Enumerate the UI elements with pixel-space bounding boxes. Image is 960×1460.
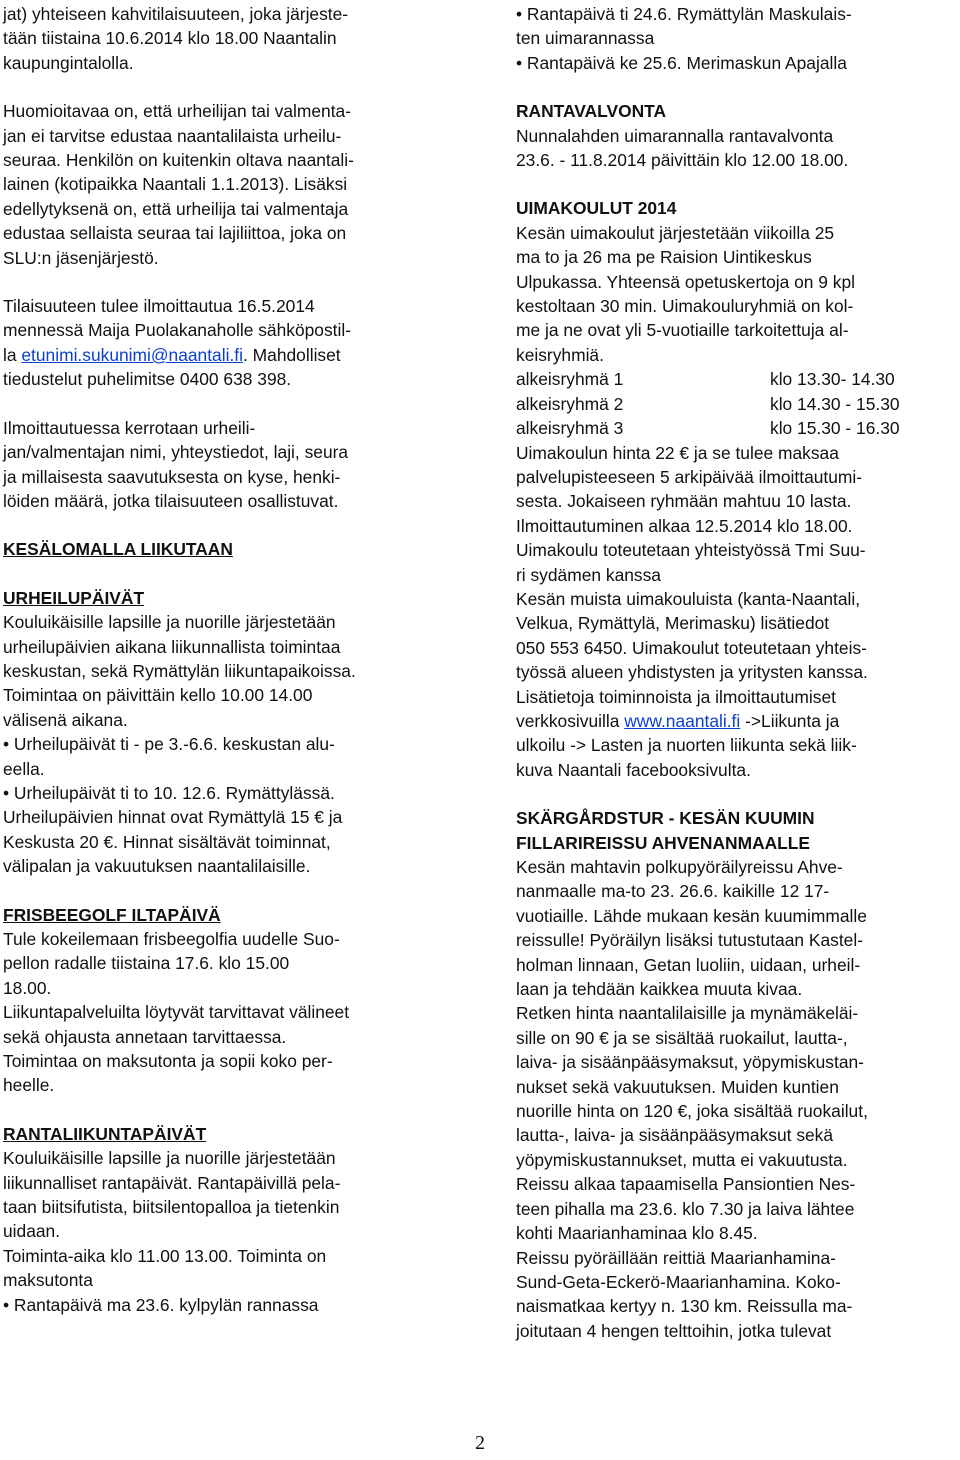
- group-time: klo 15.30 - 16.30: [770, 418, 900, 439]
- text-line: Kouluikäisille lapsille ja nuorille järjestetään: [3, 1148, 336, 1169]
- left-column: [3, 2, 453, 1317]
- text-line: Sund-Geta-Eckerö-Maarianhamina. Koko-: [516, 1271, 841, 1292]
- group-name: alkeisryhmä 1: [516, 369, 624, 390]
- summer-section-heading: [3, 537, 453, 561]
- text-line: maksutonta: [3, 1270, 93, 1291]
- text-line: Uimakoulu toteutetaan yhteistyössä Tmi Suu-: [516, 540, 866, 561]
- text-line: laan ja tehdään kaikkea muuta kivaa.: [516, 979, 803, 1000]
- text-line: teen pihalla ma 23.6. klo 7.30 ja laiva lähtee: [516, 1198, 855, 1219]
- text-fragment: . Mahdolliset: [243, 344, 341, 365]
- text-line: Reissu alkaa tapaamisella Pansiontien Nes-: [516, 1174, 856, 1195]
- text-line: yöpymiskustannukset, mutta ei vakuutusta.: [516, 1149, 848, 1170]
- group-name: alkeisryhmä 2: [516, 393, 624, 414]
- text-line: Toiminta-aika klo 11.00 13.00. Toiminta on: [3, 1245, 327, 1266]
- text-line: Huomioitavaa on, että urheilijan tai valmenta-: [3, 101, 351, 122]
- text-line: ja millaisesta saavutuksesta on kyse, henki-: [3, 466, 341, 487]
- sports-days-section: [3, 586, 453, 879]
- text-line: jat) yhteiseen kahvitilaisuuteen, joka järjeste-: [3, 4, 349, 24]
- text-line: palvelupisteeseen 5 arkipäivää ilmoittautumi-: [516, 466, 863, 487]
- text-line: nukset sekä vakuutuksen. Muiden kuntien: [516, 1076, 839, 1097]
- section-heading: SKÄRGÅRDSTUR - KESÄN KUUMIN: [516, 808, 815, 829]
- text-line: lautta-, laiva- ja sisäänpääsymaksut sekä: [516, 1125, 834, 1146]
- text-line: edellytyksenä on, että urheilija tai valmentaja: [3, 198, 349, 219]
- text-line: Kesän mahtavin polkupyöräilyreissu Ahve-: [516, 857, 843, 877]
- text-line: uidaan.: [3, 1221, 61, 1242]
- text-line: sille on 90 € ja se sisältää ruokailut, lautta-,: [516, 1027, 848, 1048]
- signup-paragraph: [3, 294, 453, 392]
- text-line: nuorille hinta on 120 €, joka sisältää ruokailut,: [516, 1101, 868, 1122]
- text-line: Nunnalahden uimarannalla rantavalvonta: [516, 125, 834, 146]
- text-line: 050 553 6450. Uimakoulut toteutetaan yhteis-: [516, 637, 867, 658]
- text-line: Uimakoulun hinta 22 € ja se tulee maksaa: [516, 442, 839, 463]
- website-link[interactable]: www.naantali.fi: [624, 710, 741, 731]
- text-line: kuva Naantali facebooksivulta.: [516, 759, 751, 780]
- bullet-line: • Rantapäivä ke 25.6. Merimaskun Apajalla: [516, 52, 847, 73]
- text-line: Lisätietoja toiminnoista ja ilmoittautumiset: [516, 686, 836, 707]
- text-line: seuraa. Henkilön on kuitenkin oltava naantali-: [3, 150, 354, 171]
- text-line: edustaa sellaista seuraa tai lajiliittoa, joka on: [3, 223, 347, 244]
- text-line: Tule kokeilemaan frisbeegolfia uudelle Suo-: [3, 929, 340, 949]
- swim-groups-table: [516, 367, 956, 440]
- text-line: työssä alueen yhdistysten ja yritysten kanssa.: [516, 662, 868, 683]
- text-line: kohti Maarianhaminaa klo 8.45.: [516, 1223, 758, 1244]
- text-line: tään tiistaina 10.6.2014 klo 18.00 Naantalin: [3, 28, 337, 49]
- lifeguard-section: [516, 99, 956, 172]
- frisbee-section: [3, 903, 453, 1098]
- text-line: ten uimarannassa: [516, 28, 655, 49]
- section-heading: RANTAVALVONTA: [516, 101, 667, 122]
- group-name: alkeisryhmä 3: [516, 418, 624, 439]
- section-heading: RANTALIIKUNTAPÄIVÄT: [3, 1123, 207, 1144]
- text-line: välisenä aikana.: [3, 709, 128, 730]
- text-fragment: la: [3, 344, 22, 365]
- section-heading: URHEILUPÄIVÄT: [3, 587, 145, 608]
- text-line: välipalan ja vakuutuksen naantalilaisille.: [3, 856, 311, 877]
- text-line: urheilupäivien aikana liikunnallista toimintaa: [3, 636, 341, 657]
- text-line: Liikuntapalveluilta löytyvät tarvittavat välineet: [3, 1002, 350, 1023]
- text-line: sekä ohjausta annetaan tarvittaessa.: [3, 1026, 287, 1047]
- text-line: mennessä Maija Puolakanaholle sähköpostil-: [3, 320, 352, 341]
- text-line: Kesän uimakoulut järjestetään viikoilla 25: [516, 222, 835, 243]
- email-link[interactable]: etunimi.sukunimi@naantali.fi: [21, 344, 243, 365]
- text-fragment: ->Liikunta ja: [740, 710, 840, 731]
- text-line: holman linnaan, Getan luoliin, uidaan, urheil-: [516, 954, 861, 975]
- text-line: Retken hinta naantalilaisille ja mynämäkeläi-: [516, 1003, 859, 1024]
- text-line: Toimintaa on päivittäin kello 10.00 14.00: [3, 685, 313, 706]
- intro-paragraph: [3, 2, 453, 75]
- text-line: tiedustelut puhelimitse 0400 638 398.: [3, 369, 292, 390]
- text-line: Velkua, Rymättylä, Merimasku) lisätiedot: [516, 613, 830, 634]
- text-line: Urheilupäivien hinnat ovat Rymättylä 15 € ja: [3, 807, 343, 828]
- right-column: [516, 2, 956, 1343]
- text-line: Reissu pyöräillään reittiä Maarianhamina-: [516, 1247, 836, 1268]
- text-line: laiva- ja sisäänpääsymaksut, yöpymiskustan-: [516, 1052, 864, 1073]
- bike-trip-section: [516, 806, 956, 1343]
- beach-section: [3, 1122, 453, 1317]
- bullet-line: • Urheilupäivät ti to 10. 12.6. Rymättylässä.: [3, 782, 335, 803]
- text-line: lainen (kotipaikka Naantali 1.1.2013). Lisäksi: [3, 174, 348, 195]
- eligibility-note: [3, 99, 453, 270]
- text-line: Ulpukassa. Yhteensä opetuskertoja on 9 kpl: [516, 271, 856, 292]
- text-line: me ja ne ovat yli 5-vuotiaille tarkoitettuja al-: [516, 320, 849, 341]
- group-time: klo 13.30- 14.30: [770, 369, 895, 390]
- text-line: 18.00.: [3, 977, 52, 998]
- page-number: 2: [475, 1432, 485, 1454]
- text-line: heelle.: [3, 1075, 55, 1096]
- text-line: Ilmoittautuessa kerrotaan urheili-: [3, 417, 256, 438]
- text-line: kaupungintalolla.: [3, 52, 134, 73]
- text-line: SLU:n jäsenjärjestö.: [3, 247, 159, 268]
- text-line: sesta. Jokaiseen ryhmään mahtuu 10 lasta.: [516, 491, 852, 512]
- bullet-line: • Rantapäivä ma 23.6. kylpylän rannassa: [3, 1294, 319, 1315]
- bullet-line: • Urheilupäivät ti - pe 3.-6.6. keskustan alu-: [3, 734, 335, 755]
- text-line: [3, 343, 453, 367]
- text-line: taan biitsifutista, biitsilentopalloa ja tietenkin: [3, 1197, 340, 1218]
- bullet-line: • Rantapäivä ti 24.6. Rymättylän Maskulais-: [516, 4, 852, 24]
- text-line: keisryhmiä.: [516, 344, 604, 365]
- text-line: Tilaisuuteen tulee ilmoittautua 16.5.2014: [3, 296, 315, 317]
- text-line: liikunnalliset rantapäivät. Rantapäivillä pela-: [3, 1172, 341, 1193]
- text-line: kestoltaan 30 min. Uimakouluryhmiä on kol-: [516, 296, 854, 317]
- text-line: nanmaalle ma-to 23. 26.6. kaikille 12 17-: [516, 881, 830, 902]
- text-line: joitutaan 4 hengen telttoihin, jotka tulevat: [516, 1320, 832, 1341]
- signup-info-paragraph: [3, 416, 453, 514]
- text-line: ma to ja 26 ma pe Raision Uintikeskus: [516, 247, 812, 268]
- text-line: 23.6. - 11.8.2014 päivittäin klo 12.00 18.00.: [516, 150, 849, 171]
- text-line: Ilmoittautuminen alkaa 12.5.2014 klo 18.00.: [516, 515, 853, 536]
- text-line: [516, 709, 956, 733]
- swim-school-section: [516, 196, 956, 782]
- section-heading: FILLARIREISSU AHVENANMAALLE: [516, 832, 811, 853]
- text-line: vuotiaille. Lähde mukaan kesän kuumimmalle: [516, 905, 867, 926]
- section-heading: FRISBEEGOLF ILTAPÄIVÄ: [3, 904, 221, 925]
- text-line: Keskusta 20 €. Hinnat sisältävät toiminnat,: [3, 831, 331, 852]
- text-line: ulkoilu -> Lasten ja nuorten liikunta sekä liik-: [516, 735, 857, 756]
- text-line: jan/valmentajan nimi, yhteystiedot, laji, seura: [3, 442, 349, 463]
- text-line: jan ei tarvitse edustaa naantalilaista urheilu-: [3, 125, 342, 146]
- section-heading: KESÄLOMALLA LIIKUTAAN: [3, 539, 233, 560]
- beach-days-list: [516, 2, 956, 75]
- group-time: klo 14.30 - 15.30: [770, 393, 900, 414]
- text-line: eella.: [3, 758, 45, 779]
- text-line: keskustan, sekä Rymättylän liikuntapaikoissa.: [3, 660, 356, 681]
- section-heading: UIMAKOULUT 2014: [516, 198, 677, 219]
- text-line: Kesän muista uimakouluista (kanta-Naantali,: [516, 588, 861, 609]
- text-line: Kouluikäisille lapsille ja nuorille järjestetään: [3, 612, 336, 633]
- text-line: ri sydämen kanssa: [516, 564, 661, 585]
- text-line: Toimintaa on maksutonta ja sopii koko per-: [3, 1051, 333, 1072]
- text-line: löiden määrä, jotka tilaisuuteen osallistuvat.: [3, 490, 339, 511]
- text-fragment: verkkosivuilla: [516, 710, 625, 731]
- text-line: pellon radalle tiistaina 17.6. klo 15.00: [3, 953, 290, 974]
- text-line: naismatkaa kertyy n. 130 km. Reissulla ma-: [516, 1296, 853, 1317]
- text-line: reissulle! Pyöräilyn lisäksi tutustutaan Kastel-: [516, 930, 863, 951]
